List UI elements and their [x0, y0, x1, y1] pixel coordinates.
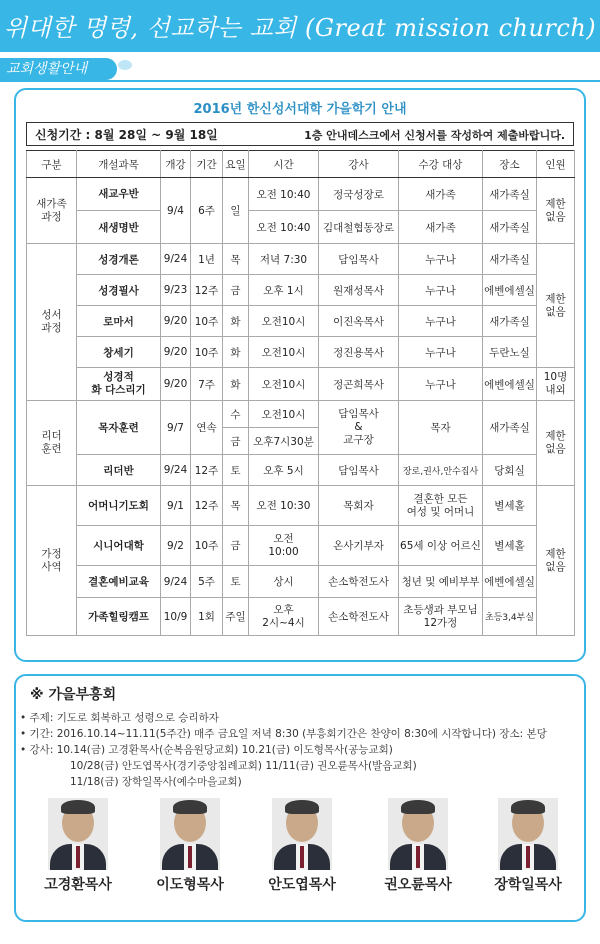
time-cell: 저녁 7:30 [249, 244, 319, 275]
day-cell: 목 [223, 244, 249, 275]
revival-speakers-line2: 10/28(금) 안도엽목사(경기중앙침례교회) 11/11(금) 권오륜목사(발음교회) [70, 760, 417, 772]
time-cell: 오후7시30분 [249, 428, 319, 455]
duration-cell: 1년 [191, 244, 223, 275]
group-cell: 리더 훈련 [27, 401, 77, 486]
target-cell: 누구나 [399, 306, 483, 337]
place-cell: 별세홀 [483, 526, 537, 566]
target-cell: 장로,권사,안수집사 [399, 455, 483, 486]
table-row [27, 211, 575, 244]
course-cell: 결혼예비교육 [77, 566, 161, 598]
time-cell: 오전 10:30 [249, 486, 319, 526]
table-row [27, 598, 575, 636]
course-cell: 리더반 [77, 455, 161, 486]
teacher-cell: 목회자 [319, 486, 399, 526]
target-cell: 목자 [399, 401, 483, 455]
target-cell: 새가족 [399, 178, 483, 211]
teacher-cell: 이진옥목사 [319, 306, 399, 337]
start-cell: 9/24 [161, 566, 191, 598]
header-cell: 장소 [483, 151, 537, 178]
teacher-cell: 손소학전도사 [319, 566, 399, 598]
table-row [27, 368, 575, 401]
duration-cell: 1회 [191, 598, 223, 636]
place-cell: 새가족실 [483, 401, 537, 455]
place-cell: 새가족실 [483, 211, 537, 244]
teacher-cell: 담임목사 [319, 244, 399, 275]
table-row [27, 566, 575, 598]
target-cell: 누구나 [399, 275, 483, 306]
duration-cell: 12주 [191, 486, 223, 526]
pastor-name: 안도엽목사 [268, 877, 336, 893]
header-cell: 시간 [249, 151, 319, 178]
target-cell: 결혼한 모든 여성 및 어머니 [399, 486, 483, 526]
table-row [27, 401, 575, 428]
schedule-title: 2016년 한신성서대학 가을학기 안내 [193, 102, 407, 117]
duration-cell: 10주 [191, 337, 223, 368]
start-cell: 9/20 [161, 337, 191, 368]
place-cell: 새가족실 [483, 178, 537, 211]
course-cell: 새생명반 [77, 211, 161, 244]
teacher-cell: 정곤희목사 [319, 368, 399, 401]
header-cell: 수강 대상 [399, 151, 483, 178]
header-cell: 강사 [319, 151, 399, 178]
application-period-box [26, 122, 574, 146]
day-cell: 금 [223, 428, 249, 455]
start-cell: 10/9 [161, 598, 191, 636]
teacher-cell: 정국성장로 [319, 178, 399, 211]
time-cell: 오전10시 [249, 306, 319, 337]
pastor-name: 권오륜목사 [384, 877, 452, 893]
group-cell: 가정 사역 [27, 486, 77, 636]
schedule-panel [14, 88, 586, 662]
revival-period: • 기간: 2016.10.14~11.11(5주간) 매주 금요일 저녁 8:30 (부흥회기간은 찬양이 8:30에 시작합니다) 장소: 본당 [20, 728, 547, 740]
course-cell: 새교우반 [77, 178, 161, 211]
revival-speakers-line1: • 강사: 10.14(금) 고경환목사(순복음원당교회) 10.21(금) 이도형목사(공능교회) [20, 744, 393, 756]
duration-cell: 10주 [191, 526, 223, 566]
duration-cell: 12주 [191, 275, 223, 306]
duration-cell: 연속 [191, 401, 223, 455]
table-header-row [27, 151, 575, 178]
place-cell: 새가족실 [483, 244, 537, 275]
target-cell: 새가족 [399, 211, 483, 244]
time-cell: 상시 [249, 566, 319, 598]
place-cell: 두란노실 [483, 337, 537, 368]
pastor-photo [48, 798, 108, 870]
table-row [27, 178, 575, 211]
time-cell: 오전 10:40 [249, 211, 319, 244]
target-cell: 초등생과 부모님 12가정 [399, 598, 483, 636]
table-row [27, 306, 575, 337]
place-cell: 에벤에셀실 [483, 566, 537, 598]
table-row [27, 275, 575, 306]
pastor-photo [272, 798, 332, 870]
pastor-photo [388, 798, 448, 870]
start-cell: 9/1 [161, 486, 191, 526]
application-period: 신청기간 : 8월 28일 ~ 9월 18일 [35, 128, 218, 142]
duration-cell: 5주 [191, 566, 223, 598]
time-cell: 오후 2시~4시 [249, 598, 319, 636]
capacity-cell: 제한 없음 [537, 178, 575, 244]
day-cell: 화 [223, 368, 249, 401]
day-cell: 화 [223, 306, 249, 337]
place-cell: 에벤에셀실 [483, 368, 537, 401]
teacher-cell: 원재성목사 [319, 275, 399, 306]
day-cell: 금 [223, 275, 249, 306]
target-cell: 누구나 [399, 337, 483, 368]
place-cell: 당회실 [483, 455, 537, 486]
pastor-name: 이도형목사 [156, 877, 224, 893]
group-cell: 성서 과정 [27, 244, 77, 401]
course-cell: 성경필사 [77, 275, 161, 306]
header-cell: 인원 [537, 151, 575, 178]
duration-cell: 7주 [191, 368, 223, 401]
section-divider [0, 80, 600, 82]
day-cell: 금 [223, 526, 249, 566]
start-cell: 9/20 [161, 306, 191, 337]
time-cell: 오전10시 [249, 368, 319, 401]
revival-title: ※ 가을부흥회 [30, 687, 117, 703]
day-cell: 주일 [223, 598, 249, 636]
course-cell: 목자훈련 [77, 401, 161, 455]
revival-theme: • 주제: 기도로 회복하고 성령으로 승리하자 [20, 712, 219, 724]
header-cell: 개강 [161, 151, 191, 178]
target-cell: 65세 이상 어르신 [399, 526, 483, 566]
course-cell: 시니어대학 [77, 526, 161, 566]
table-row [27, 337, 575, 368]
target-cell: 누구나 [399, 244, 483, 275]
group-cell: 새가족 과정 [27, 178, 77, 244]
day-cell: 화 [223, 337, 249, 368]
duration-cell: 10주 [191, 306, 223, 337]
header-banner [0, 0, 600, 52]
course-cell: 성경개론 [77, 244, 161, 275]
teacher-cell: 온사기부자 [319, 526, 399, 566]
header-cell: 요일 [223, 151, 249, 178]
place-cell: 새가족실 [483, 306, 537, 337]
table-row [27, 455, 575, 486]
day-cell: 토 [223, 566, 249, 598]
capacity-cell: 제한 없음 [537, 401, 575, 486]
pastor-name: 장학일목사 [494, 877, 562, 893]
banner-title: 위대한 명령, 선교하는 교회 (Great mission church) [3, 14, 597, 42]
time-cell: 오전10시 [249, 401, 319, 428]
start-cell: 9/20 [161, 368, 191, 401]
time-cell: 오전10시 [249, 337, 319, 368]
course-cell: 가족힐링캠프 [77, 598, 161, 636]
place-cell: 별세홀 [483, 486, 537, 526]
duration-cell: 12주 [191, 455, 223, 486]
time-cell: 오후 1시 [249, 275, 319, 306]
teacher-cell: 손소학전도사 [319, 598, 399, 636]
start-cell: 9/2 [161, 526, 191, 566]
table-row [27, 244, 575, 275]
pastor-photo [498, 798, 558, 870]
target-cell: 누구나 [399, 368, 483, 401]
capacity-cell: 제한 없음 [537, 244, 575, 368]
start-cell: 9/23 [161, 275, 191, 306]
revival-speakers-line3: 11/18(금) 장학일목사(예수마을교회) [70, 776, 242, 788]
header-cell: 기간 [191, 151, 223, 178]
table-row [27, 526, 575, 566]
header-cell: 구분 [27, 151, 77, 178]
duration-cell: 6주 [191, 178, 223, 244]
capacity-cell: 제한 없음 [537, 486, 575, 636]
place-cell: 에벤에셀실 [483, 275, 537, 306]
pastor-name: 고경환목사 [44, 877, 112, 893]
course-cell: 로마서 [77, 306, 161, 337]
teacher-cell: 정진용목사 [319, 337, 399, 368]
time-cell: 오전 10:40 [249, 178, 319, 211]
start-cell: 9/4 [161, 178, 191, 244]
teacher-cell: 담임목사 & 교구장 [319, 401, 399, 455]
bird-icon [118, 60, 132, 70]
header-cell: 개설과목 [77, 151, 161, 178]
course-cell: 어머니기도회 [77, 486, 161, 526]
time-cell: 오후 5시 [249, 455, 319, 486]
day-cell: 목 [223, 486, 249, 526]
day-cell: 일 [223, 178, 249, 244]
start-cell: 9/7 [161, 401, 191, 455]
start-cell: 9/24 [161, 244, 191, 275]
target-cell: 청년 및 예비부부 [399, 566, 483, 598]
capacity-cell: 10명 내외 [537, 368, 575, 401]
teacher-cell: 담임목사 [319, 455, 399, 486]
course-cell: 성경적 화 다스리기 [77, 368, 161, 401]
place-cell: 초등3,4부실 [483, 598, 537, 636]
start-cell: 9/24 [161, 455, 191, 486]
time-cell: 오전 10:00 [249, 526, 319, 566]
course-cell: 창세기 [77, 337, 161, 368]
table-row [27, 486, 575, 526]
day-cell: 수 [223, 401, 249, 428]
section-label: 교회생활안내 [0, 58, 117, 80]
application-note: 1층 안내데스크에서 신청서를 작성하여 제출바랍니다. [304, 129, 565, 142]
schedule-table [26, 150, 575, 636]
day-cell: 토 [223, 455, 249, 486]
teacher-cell: 김대철협동장로 [319, 211, 399, 244]
pastor-photo [160, 798, 220, 870]
